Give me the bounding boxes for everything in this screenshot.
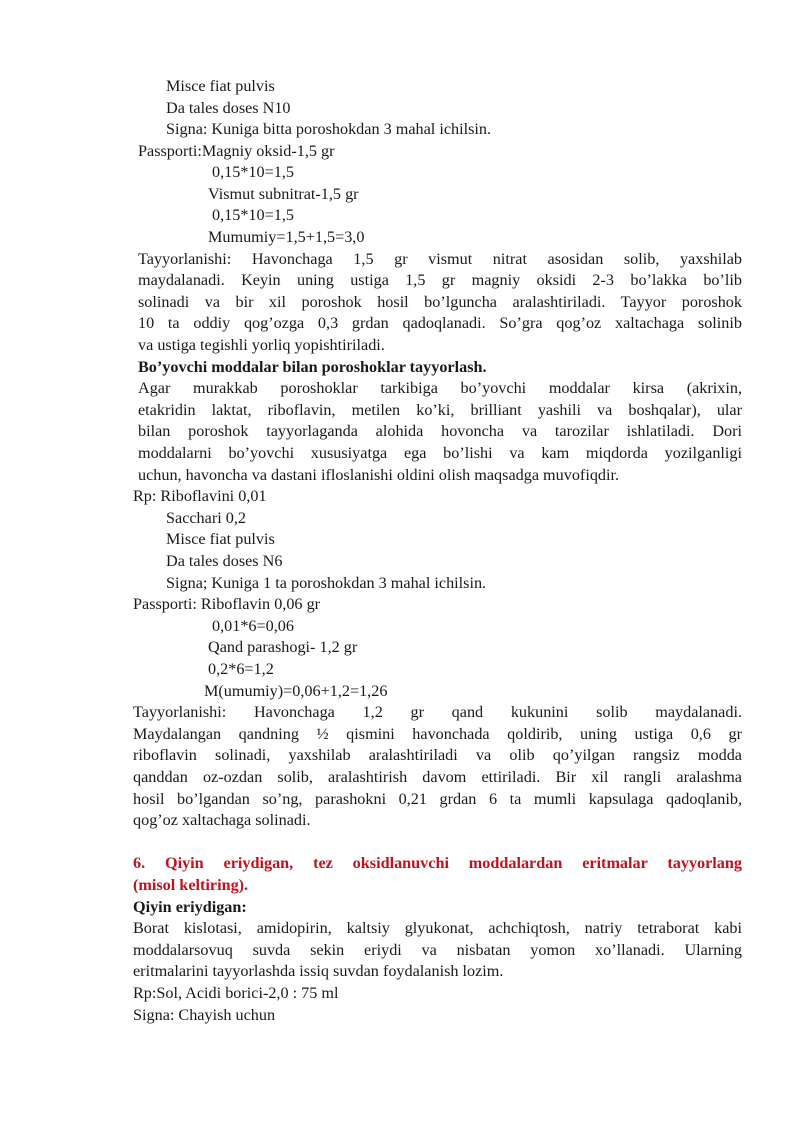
- passport-calc-1: 0,15*10=1,5: [212, 163, 294, 181]
- paragraph-3-line-3: riboflavin solinadi, yaxshilab aralashtiriladi va olib qo’yilgan rangsiz modda: [133, 746, 742, 764]
- passport-total: Mumumiy=1,5+1,5=3,0: [208, 228, 365, 246]
- recipe-line-misce: Misce fiat pulvis: [166, 77, 275, 95]
- paragraph-2-line-4: moddalarni bo’yovchi xususiyatga ega bo’lishi va kam miqdorda yozilganligi: [138, 444, 742, 462]
- recipe2-misce: Misce fiat pulvis: [166, 530, 275, 548]
- passport2-riboflavin: Passporti: Riboflavin 0,06 gr: [133, 595, 321, 613]
- passport-calc-2: 0,15*10=1,5: [212, 206, 294, 224]
- paragraph-4-line-1: Borat kislotasi, amidopirin, kaltsiy glyukonat, achchiqtosh, natriy tetraborat kabi: [133, 919, 742, 937]
- paragraph-2-line-1: Agar murakkab poroshoklar tarkibiga bo’yovchi moddalar kirsa (akrixin,: [138, 379, 742, 397]
- question-6-line-1: 6. Qiyin eriydigan, tez oksidlanuvchi moddalardan eritmalar tayyorlang: [133, 854, 742, 872]
- paragraph-2-line-5: uchun, havoncha va dastani ifloslanishi oldini olish maqsadga muvofiqdir.: [138, 466, 620, 484]
- paragraph-1-line-3: solinadi va bir xil poroshok hosil bo’lguncha aralashtiriladi. Tayyor poroshok: [138, 293, 742, 311]
- paragraph-4-line-3: eritmalarini tayyorlashda issiq suvdan foydalanish lozim.: [133, 962, 504, 980]
- recipe2-signa: Signa; Kuniga 1 ta poroshokdan 3 mahal ichilsin.: [166, 574, 487, 592]
- paragraph-1-line-4: 10 ta oddiy qog’ozga 0,3 grdan qadoqlanadi. So’gra qog’oz xaltachaga solinib: [138, 314, 742, 332]
- passport2-calc-2: 0,2*6=1,2: [208, 660, 274, 678]
- paragraph-3-line-6: qog’oz xaltachaga solinadi.: [133, 811, 311, 829]
- question-6-line-2: (misol keltiring).: [133, 876, 249, 894]
- passport2-total: M(umumiy)=0,06+1,2=1,26: [204, 682, 388, 700]
- paragraph-3-line-2: Maydalangan qandning ½ qismini havonchada qoldirib, uning ustiga 0,6 gr: [133, 725, 742, 743]
- paragraph-2-line-3: bilan poroshok tayyorlaganda alohida hovoncha va tarozilar ishlatiladi. Dori: [138, 422, 742, 440]
- paragraph-3-line-4: qanddan oz-ozdan solib, aralashtirish davom ettiriladi. Bir xil rangli aralashma: [133, 768, 742, 786]
- paragraph-1-line-5: va ustiga tegishli yorliq yopishtiriladi.: [138, 336, 385, 354]
- paragraph-3-line-1: Tayyorlanishi: Havonchaga 1,2 gr qand kukunini solib maydalanadi.: [133, 703, 742, 721]
- recipe2-rp: Rp: Riboflavini 0,01: [133, 487, 267, 505]
- paragraph-3-line-5: hosil bo’lgandan so’ng, parashokni 0,21 grdan 6 ta mumli kapsulaga qadoqlanib,: [133, 790, 742, 808]
- subheading-qiyin-eriydigan: Qiyin eriydigan:: [133, 898, 247, 916]
- passport-line-magniy: Passporti:Magniy oksid-1,5 gr: [138, 142, 335, 160]
- recipe2-sacchari: Sacchari 0,2: [166, 509, 247, 527]
- paragraph-1-line-2: maydalanadi. Keyin uning ustiga 1,5 gr magniy oksidi 2-3 bo’lakka bo’lib: [138, 271, 742, 289]
- paragraph-4-line-2: moddalarsovuq suvda sekin eriydi va nisbatan yomon xo’llanadi. Ularning: [133, 941, 742, 959]
- recipe2-doses: Da tales doses N6: [166, 552, 283, 570]
- recipe3-signa: Signa: Chayish uchun: [133, 1006, 276, 1024]
- recipe-line-doses: Da tales doses N10: [166, 99, 291, 117]
- passport2-qand: Qand parashogi- 1,2 gr: [208, 638, 358, 656]
- passport-line-vismut: Vismut subnitrat-1,5 gr: [208, 185, 359, 203]
- recipe3-rp: Rp:Sol, Acidi borici-2,0 : 75 ml: [133, 984, 339, 1002]
- passport2-calc-1: 0,01*6=0,06: [212, 617, 294, 635]
- recipe-line-signa: Signa: Kuniga bitta poroshokdan 3 mahal ichilsin.: [166, 120, 492, 138]
- paragraph-2-line-2: etakridin laktat, riboflavin, metilen ko’ki, brilliant yashili va boshqalar), ular: [138, 401, 742, 419]
- paragraph-1-line-1: Tayyorlanishi: Havonchaga 1,5 gr vismut nitrat asosidan solib, yaxshilab: [138, 250, 742, 268]
- section-heading-coloring: Bo’yovchi moddalar bilan poroshoklar tayyorlash.: [138, 358, 487, 376]
